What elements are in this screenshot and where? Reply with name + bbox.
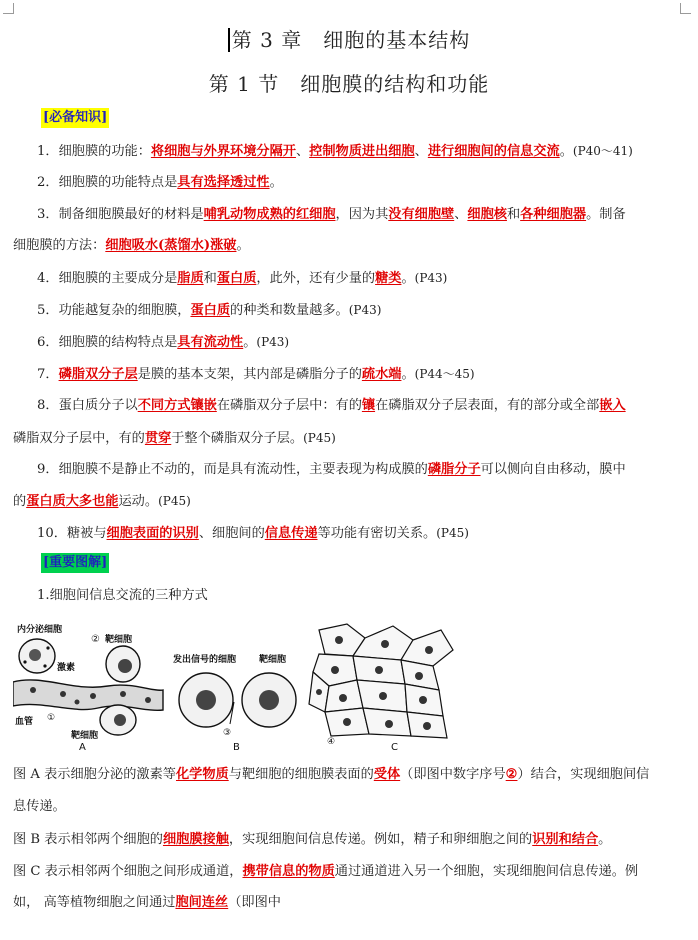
label-signal-cell: 发出信号的细胞 xyxy=(173,655,237,665)
panel-c xyxy=(309,624,453,738)
endocrine-nucleus xyxy=(29,649,41,661)
caption-a: 图 A 表示细胞分泌的激素等化学物质与靶细胞的细胞膜表面的受体（即图中数字序号②）结合，实现细胞间信 xyxy=(13,767,650,782)
label-c: C xyxy=(391,742,398,752)
diagram-heading: 1.细胞间信息交流的三种方式 xyxy=(37,588,208,603)
margin-corner-top-left xyxy=(3,3,14,14)
item-9: 9．细胞膜不是静止不动的，而是具有流动性，主要表现为构成膜的磷脂分子可以侧向自由移动，膜中 xyxy=(37,462,626,477)
item-5: 5．功能越复杂的细胞膜，蛋白质的种类和数量越多。(P43) xyxy=(37,303,382,318)
text-cursor xyxy=(228,28,230,52)
label-target-cell-a2: 靶细胞 xyxy=(71,731,99,741)
label-blood-vessel: 血管 xyxy=(15,717,34,727)
caption-c-cont: 如， 高等植物细胞之间通过胞间连丝（即图中 xyxy=(13,895,281,910)
label-target-cell: 靶细胞 xyxy=(105,635,133,645)
item-7: 7．磷脂双分子层是膜的基本支架，其内部是磷脂分子的疏水端。(P44～45) xyxy=(37,367,475,382)
caption-c: 图 C 表示相邻两个细胞之间形成通道，携带信息的物质通过通道进入另一个细胞，实现细胞间信息传递。例 xyxy=(13,864,639,879)
section-title: 第 1 节 细胞膜的结构和功能 xyxy=(208,72,490,96)
item-8: 8．蛋白质分子以不同方式镶嵌在磷脂双分子层中：有的镶在磷脂双分子层表面，有的部分或全部嵌入 xyxy=(37,398,626,413)
panel-a xyxy=(13,623,163,752)
tag-essential-knowledge: [必备知识] xyxy=(41,108,109,128)
item-9-cont: 的蛋白质大多也能运动。(P45) xyxy=(13,494,191,509)
panel-b xyxy=(172,653,296,752)
chapter-title: 第 3 章 细胞的基本结构 xyxy=(0,24,698,53)
item-4: 4．细胞膜的主要成分是脂质和蛋白质，此外，还有少量的糖类。(P43) xyxy=(37,271,448,286)
label-n2: ② xyxy=(91,634,100,645)
item-3: 3．制备细胞膜最好的材料是哺乳动物成熟的红细胞，因为其没有细胞壁、细胞核和各种细胞器。制备 xyxy=(37,207,626,222)
fade-overlay xyxy=(340,888,698,918)
label-n3: ③ xyxy=(223,728,232,738)
tag-important-diagram: [重要图解] xyxy=(41,553,109,573)
label-hormone: 激素 xyxy=(57,663,76,673)
caption-b: 图 B 表示相邻两个细胞的细胞膜接触，实现细胞间信息传递。例如，精子和卵细胞之间的识别和结合。 xyxy=(13,832,612,847)
item-8-cont: 磷脂双分子层中，有的贯穿于整个磷脂双分子层。(P45) xyxy=(13,431,336,446)
blood-vessel xyxy=(13,680,163,710)
label-n1: ① xyxy=(47,713,56,723)
cell-communication-figure xyxy=(13,620,473,752)
item-3-cont: 细胞膜的方法：细胞吸水(蒸馏水)涨破。 xyxy=(13,238,250,253)
caption-a-cont: 息传递。 xyxy=(13,799,66,814)
label-b: B xyxy=(233,742,240,752)
label-a: A xyxy=(79,742,86,752)
margin-corner-top-right xyxy=(680,3,691,14)
label-n4: ④ xyxy=(327,737,336,747)
item-2: 2．细胞膜的功能特点是具有选择透过性。 xyxy=(37,175,283,190)
item-10: 10．糖被与细胞表面的识别、细胞间的信息传递等功能有密切关系。(P45) xyxy=(37,526,469,541)
item-6: 6．细胞膜的结构特点是具有流动性。(P43) xyxy=(37,335,290,350)
item-1: 1．细胞膜的功能：将细胞与外界环境分隔开、控制物质进出细胞、进行细胞间的信息交流。(P40～41) xyxy=(37,144,633,159)
label-target-cell-b: 靶细胞 xyxy=(259,655,287,665)
label-endocrine-cell: 内分泌细胞 xyxy=(17,625,63,635)
